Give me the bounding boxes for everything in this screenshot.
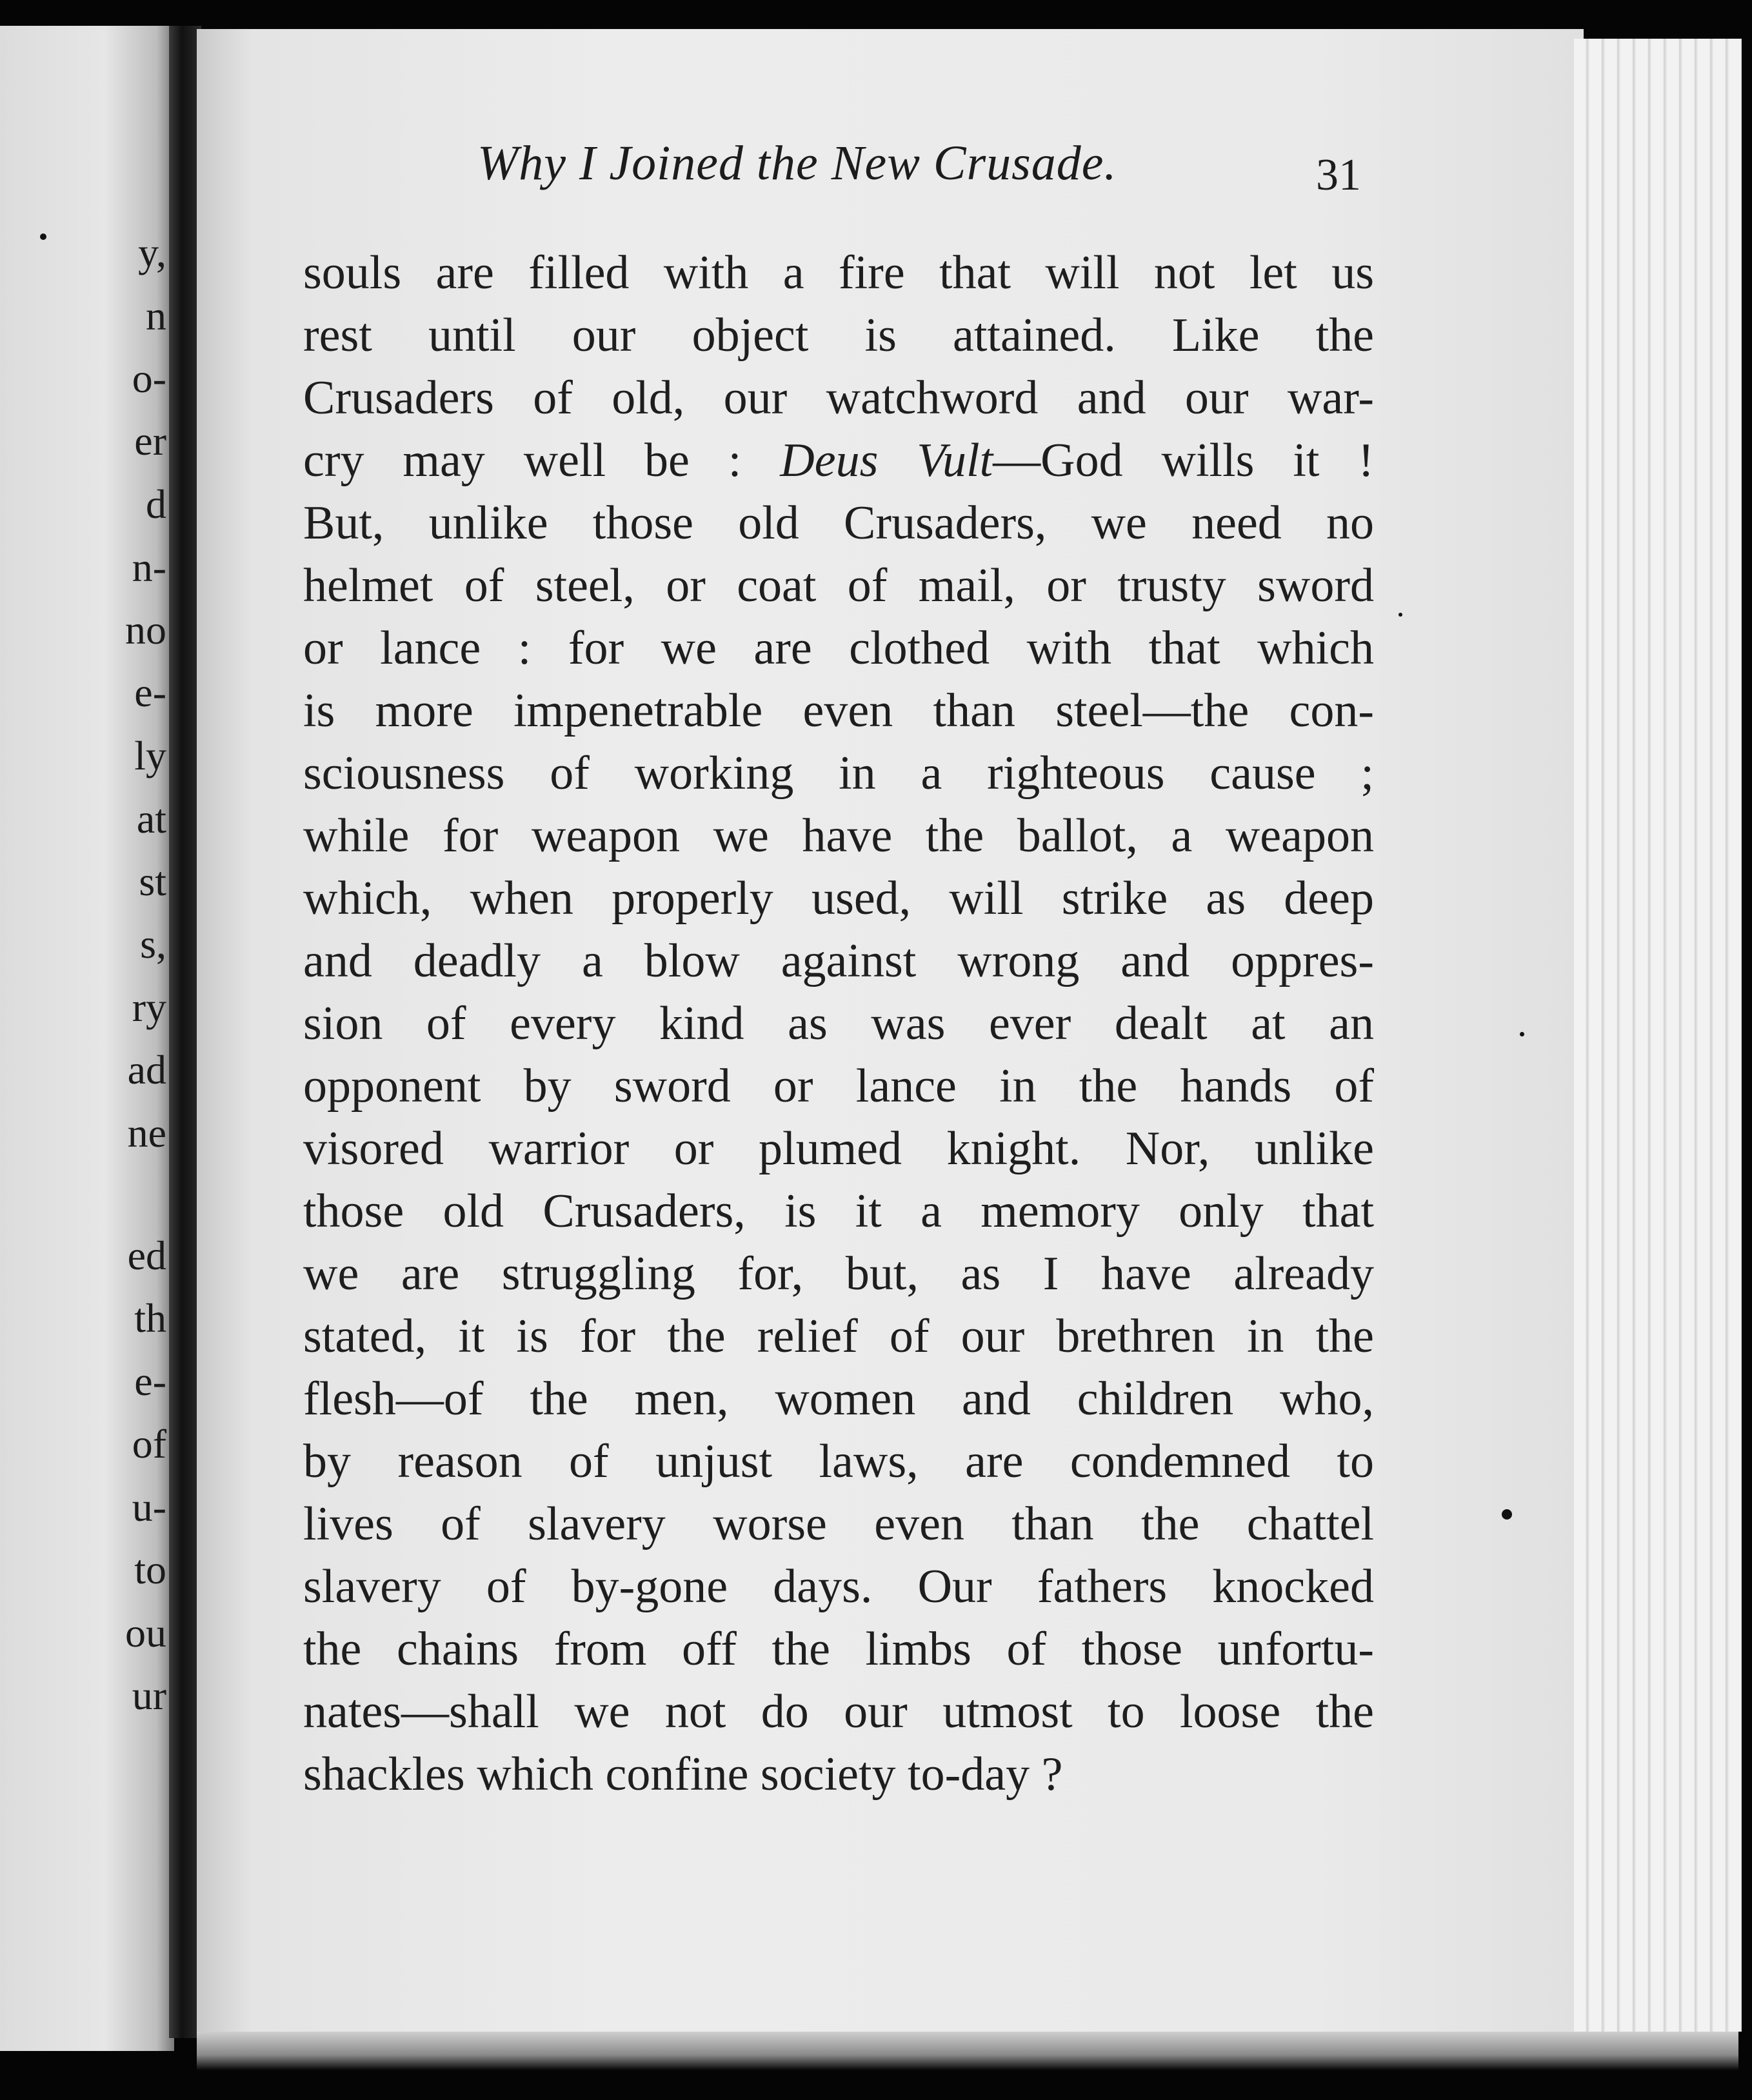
left-page-fragment: y, bbox=[138, 230, 166, 275]
text-line: But, unlike those old Crusaders, we need no bbox=[303, 497, 1374, 550]
text-line: is more impenetrable even than steel—the con- bbox=[303, 684, 1374, 737]
text-line: those old Crusaders, is it a memory only that bbox=[303, 1185, 1374, 1238]
left-page-fragment: ou bbox=[125, 1610, 166, 1656]
left-page-fragment: ne bbox=[127, 1110, 166, 1156]
left-page-fragment: e- bbox=[134, 669, 166, 715]
text-line: Crusaders of old, our watchword and our war- bbox=[303, 371, 1374, 424]
text-line: rest until our object is attained. Like the bbox=[303, 309, 1374, 362]
left-page-fragment: d bbox=[146, 481, 166, 527]
text-line: sciousness of working in a righteous cause ; bbox=[303, 747, 1374, 800]
text-line-end: —God wills it ! bbox=[993, 434, 1375, 487]
text-line: flesh—of the men, women and children who, bbox=[303, 1372, 1374, 1425]
left-page-fragment: ly bbox=[134, 733, 166, 778]
text-line: and deadly a blow against wrong and oppres- bbox=[303, 935, 1374, 987]
text-line: the chains from off the limbs of those unfortu- bbox=[303, 1623, 1374, 1676]
text-line: helmet of steel, or coat of mail, or trusty sword bbox=[303, 559, 1374, 612]
left-page-fragment: u- bbox=[132, 1484, 166, 1530]
left-page-fragment: o- bbox=[132, 355, 166, 401]
left-page-fragment: e- bbox=[134, 1358, 166, 1404]
left-page-fragment: ed bbox=[127, 1233, 166, 1278]
left-page-fragment: n bbox=[146, 293, 166, 339]
text-line: lives of slavery worse even than the chattel bbox=[303, 1498, 1374, 1550]
text-line: nates—shall we not do our utmost to loose the bbox=[303, 1685, 1374, 1738]
left-page-fragment: of bbox=[132, 1421, 166, 1467]
page-edges bbox=[1574, 39, 1742, 2032]
left-page-fragment: no bbox=[125, 607, 166, 653]
text-line: slavery of by-gone days. Our fathers knocked bbox=[303, 1560, 1374, 1613]
text-line-start: cry may well be : bbox=[303, 434, 742, 487]
left-page-fragment: to bbox=[134, 1547, 166, 1592]
text-line: opponent by sword or lance in the hands of bbox=[303, 1060, 1374, 1113]
bottom-page-edge bbox=[197, 2032, 1738, 2070]
left-page-fragment: at bbox=[136, 796, 166, 842]
text-line: by reason of unjust laws, are condemned to bbox=[303, 1435, 1374, 1488]
left-page-fragment: er bbox=[134, 418, 166, 464]
italic-phrase: Deus Vult bbox=[780, 434, 993, 487]
text-line: sion of every kind as was ever dealt at an bbox=[303, 997, 1374, 1050]
left-page-fragment: ad bbox=[127, 1047, 166, 1093]
text-line: while for weapon we have the ballot, a weapon bbox=[303, 809, 1374, 862]
text-line: visored warrior or plumed knight. Nor, unlike bbox=[303, 1122, 1374, 1175]
text-line: we are struggling for, but, as I have already bbox=[303, 1247, 1374, 1300]
left-page-fragment: ry bbox=[132, 984, 166, 1030]
text-line: stated, it is for the relief of our brethren in the bbox=[303, 1310, 1374, 1363]
body-text bbox=[303, 242, 1374, 1806]
ink-speck bbox=[40, 233, 46, 240]
text-line-with-italic bbox=[303, 430, 1374, 492]
text-line: which, when properly used, will strike as deep bbox=[303, 872, 1374, 925]
left-page-fragment: n- bbox=[132, 544, 166, 590]
left-page-fragment: st bbox=[139, 858, 166, 904]
text-line: shackles which confine society to-day ? bbox=[303, 1748, 1063, 1801]
page-number: 31 bbox=[1316, 150, 1361, 200]
text-line: souls are filled with a fire that will not let us bbox=[303, 246, 1374, 299]
left-facing-page bbox=[0, 26, 174, 2051]
left-page-fragment: s, bbox=[140, 921, 166, 967]
running-title: Why I Joined the New Crusade. bbox=[477, 136, 1117, 190]
text-line: or lance : for we are clothed with that which bbox=[303, 622, 1374, 675]
left-page-fragment: th bbox=[134, 1295, 166, 1341]
left-page-fragment: ur bbox=[132, 1672, 166, 1718]
ink-speck bbox=[1399, 613, 1402, 617]
ink-speck bbox=[1520, 1032, 1524, 1036]
ink-speck bbox=[1502, 1509, 1512, 1520]
